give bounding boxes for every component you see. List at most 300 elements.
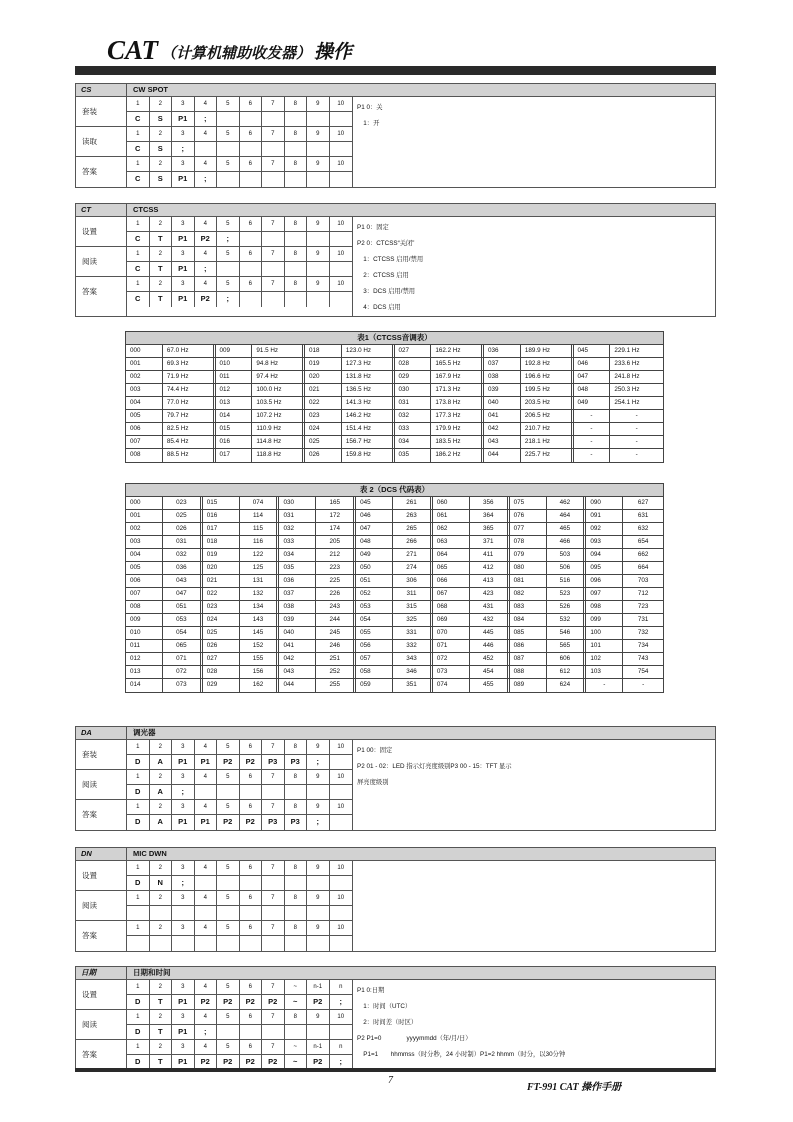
ctcss-frequency: 162.2 Hz — [431, 345, 484, 357]
index-row — [127, 891, 352, 906]
dcs-index: 101 — [586, 640, 623, 652]
ctcss-frequency: 123.0 Hz — [342, 345, 395, 357]
row-label: 套装 — [76, 740, 126, 770]
dcs-index: 034 — [279, 549, 316, 561]
dcs-code: 053 — [163, 614, 203, 626]
ctcss-code: 038 — [484, 371, 521, 383]
ctcss-frequency: 103.5 Hz — [252, 397, 305, 409]
index-cell: 5 — [217, 770, 240, 784]
dcs-code: 311 — [393, 588, 433, 600]
index-cell: 2 — [150, 1010, 173, 1024]
index-cell: 6 — [240, 277, 263, 291]
value-cell: ; — [307, 755, 330, 769]
ctcss-frequency: 67.0 Hz — [163, 345, 216, 357]
ctcss-frequency: 146.2 Hz — [342, 410, 395, 422]
command-title: CTCSS — [133, 205, 159, 214]
dcs-code: 703 — [637, 577, 649, 584]
dcs-code: 054 — [163, 627, 203, 639]
dcs-code: 155 — [240, 653, 280, 665]
value-cell: P1 — [195, 755, 218, 769]
index-cell: 7 — [262, 770, 285, 784]
value-cell: P1 — [172, 112, 195, 126]
value-cell: P2 — [217, 1055, 240, 1070]
dcs-code: 523 — [547, 588, 587, 600]
ctcss-frequency: 199.5 Hz — [521, 384, 574, 396]
ctcss-frequency: 173.8 Hz — [431, 397, 484, 409]
value-cell — [262, 876, 285, 890]
ctcss-frequency: 192.8 Hz — [521, 358, 574, 370]
ctcss-frequency: 71.9 Hz — [163, 371, 216, 383]
dcs-row — [126, 679, 663, 692]
index-cell: 8 — [285, 157, 308, 171]
value-cell: A — [150, 785, 173, 799]
value-cell: ; — [195, 172, 218, 187]
row-label: 答案 — [82, 931, 97, 940]
dcs-index: 026 — [203, 640, 240, 652]
index-cell: 6 — [240, 770, 263, 784]
value-cell — [330, 292, 353, 307]
value-cell — [285, 876, 308, 890]
dcs-row — [126, 601, 663, 614]
dcs-row — [126, 614, 663, 627]
dcs-code: 632 — [637, 525, 649, 532]
index-cell: 6 — [240, 740, 263, 754]
command-grid — [127, 980, 353, 1070]
ctcss-code: 044 — [484, 449, 521, 462]
dcs-index: 081 — [510, 575, 547, 587]
dcs-index: 065 — [433, 562, 470, 574]
index-cell: 4 — [195, 980, 218, 994]
index-cell: 2 — [150, 921, 173, 935]
dcs-row — [126, 549, 663, 562]
dcs-code: 445 — [470, 627, 510, 639]
value-cell: P2 — [240, 755, 263, 769]
dcs-code: 734 — [637, 642, 649, 649]
index-cell: 6 — [240, 921, 263, 935]
index-cell: 9 — [307, 247, 330, 261]
dcs-index: 035 — [279, 562, 316, 574]
ctcss-code: 011 — [216, 371, 253, 383]
index-cell: 10 — [337, 251, 345, 257]
dcs-code: 452 — [470, 653, 510, 665]
dcs-index: 001 — [126, 510, 163, 522]
ctcss-code: 000 — [126, 345, 163, 357]
dcs-index: 090 — [586, 497, 623, 509]
ctcss-frequency: 250.3 Hz — [614, 386, 640, 393]
dcs-table — [125, 483, 664, 693]
dcs-code: 026 — [163, 523, 203, 535]
row-label: 阅读 — [76, 247, 126, 277]
dcs-code: 431 — [470, 601, 510, 613]
dcs-index: 016 — [203, 510, 240, 522]
index-row — [127, 97, 352, 112]
dcs-code: 156 — [240, 666, 280, 678]
value-cell: ; — [195, 262, 218, 276]
ctcss-code: 003 — [126, 384, 163, 396]
ctcss-code: 019 — [305, 358, 342, 370]
index-cell: 9 — [307, 861, 330, 875]
value-cell — [217, 262, 240, 276]
dcs-index: 098 — [586, 601, 623, 613]
dcs-code: 343 — [393, 653, 433, 665]
dcs-index: 000 — [126, 497, 163, 509]
index-cell: 1 — [127, 980, 150, 994]
index-cell: 7 — [262, 157, 285, 171]
dcs-code: 261 — [393, 497, 433, 509]
index-cell: 3 — [172, 740, 195, 754]
dcs-code: 036 — [163, 562, 203, 574]
note-line: P1 00：固定 — [357, 747, 393, 754]
index-cell: 4 — [195, 800, 218, 814]
ctcss-frequency: 77.0 Hz — [163, 397, 216, 409]
dcs-index: 076 — [510, 510, 547, 522]
value-cell: P1 — [172, 172, 195, 187]
dcs-code: 031 — [163, 536, 203, 548]
value-cell — [307, 936, 330, 951]
ctcss-code: 010 — [216, 358, 253, 370]
ctcss-row — [126, 397, 663, 410]
ctcss-frequency: 85.4 Hz — [163, 436, 216, 448]
index-cell: 2 — [150, 740, 173, 754]
dcs-index: 048 — [356, 536, 393, 548]
command-ct — [75, 203, 716, 317]
command-title: 调光器 — [133, 728, 156, 737]
ctcss-code: 021 — [305, 384, 342, 396]
note-line: 3：DCS 启用/禁用 — [357, 288, 416, 295]
ctcss-frequency: 225.7 Hz — [521, 449, 574, 462]
command-notes — [353, 861, 715, 951]
value-cell — [330, 815, 353, 830]
ctcss-code: 037 — [484, 358, 521, 370]
ctcss-code: 032 — [395, 410, 432, 422]
index-row — [127, 980, 352, 995]
ctcss-frequency: 186.2 Hz — [431, 449, 484, 462]
index-cell: 7 — [262, 740, 285, 754]
ctcss-code: 023 — [305, 410, 342, 422]
value-cell — [285, 936, 308, 951]
ctcss-table-title: 表1（CTCSS音调表） — [126, 332, 663, 345]
ctcss-frequency: - — [635, 412, 638, 419]
index-cell: 3 — [172, 157, 195, 171]
dcs-index: 061 — [433, 510, 470, 522]
row-label: 答案 — [82, 167, 97, 176]
ctcss-code: 029 — [395, 371, 432, 383]
index-cell: 8 — [285, 217, 308, 231]
ctcss-frequency: 141.3 Hz — [342, 397, 395, 409]
ctcss-code: 008 — [126, 449, 163, 462]
value-cell: ; — [172, 876, 195, 890]
index-cell: 4 — [195, 891, 218, 905]
command-cs — [75, 83, 716, 188]
dcs-code: 346 — [393, 666, 433, 678]
dcs-index: 025 — [203, 627, 240, 639]
value-cell: P1 — [172, 995, 195, 1009]
dcs-code: - — [642, 681, 645, 688]
index-cell: 8 — [285, 891, 308, 905]
ctcss-frequency: 136.5 Hz — [342, 384, 395, 396]
dcs-index: 005 — [126, 562, 163, 574]
ctcss-frequency: 79.7 Hz — [163, 410, 216, 422]
dcs-index: 069 — [433, 614, 470, 626]
index-cell: 2 — [150, 891, 173, 905]
dcs-code: 654 — [637, 538, 649, 545]
value-cell: ; — [195, 112, 218, 126]
value-cell — [330, 906, 353, 920]
command-grid — [127, 740, 353, 830]
ctcss-table — [125, 331, 664, 463]
dcs-code: 446 — [470, 640, 510, 652]
ctcss-frequency: 131.8 Hz — [342, 371, 395, 383]
index-cell: 5 — [217, 861, 240, 875]
command-date — [75, 966, 716, 1071]
ctcss-code: 013 — [216, 397, 253, 409]
dcs-index: 013 — [126, 666, 163, 678]
dcs-code: 412 — [470, 562, 510, 574]
index-cell: 1 — [127, 1040, 150, 1054]
command-grid — [127, 861, 353, 951]
index-cell: 9 — [307, 891, 330, 905]
index-cell: 5 — [217, 97, 240, 111]
ctcss-code: 028 — [395, 358, 432, 370]
index-cell: 3 — [172, 980, 195, 994]
ctcss-frequency: 110.9 Hz — [252, 423, 305, 435]
ctcss-frequency: 229.1 Hz — [614, 347, 640, 354]
dcs-index: 019 — [203, 549, 240, 561]
index-cell: 10 — [337, 744, 345, 750]
dcs-code: 115 — [240, 523, 280, 535]
index-cell: 6 — [240, 891, 263, 905]
index-cell: 4 — [195, 770, 218, 784]
value-cell — [330, 232, 353, 246]
value-cell: P2 — [195, 1055, 218, 1070]
ctcss-row — [126, 384, 663, 397]
dcs-index: 041 — [279, 640, 316, 652]
note-line: P1 0:日期 — [357, 987, 385, 994]
value-cell — [262, 785, 285, 799]
dcs-index: 033 — [279, 536, 316, 548]
dcs-row — [126, 536, 663, 549]
note-line: P1 0：固定 — [357, 224, 389, 231]
index-cell: 10 — [337, 925, 345, 931]
dcs-code: 205 — [316, 536, 356, 548]
command-header-bar — [76, 727, 715, 740]
index-cell: 9 — [307, 127, 330, 141]
value-row — [127, 876, 352, 891]
dcs-code: 047 — [163, 588, 203, 600]
index-cell: 2 — [150, 157, 173, 171]
dcs-index: 011 — [126, 640, 163, 652]
value-cell: D — [127, 815, 150, 830]
index-cell: 1 — [127, 127, 150, 141]
value-cell — [307, 1025, 330, 1039]
index-row — [127, 277, 352, 292]
ctcss-code: 009 — [216, 345, 253, 357]
value-row — [127, 906, 352, 921]
value-cell — [262, 172, 285, 187]
ctcss-frequency: 196.6 Hz — [521, 371, 574, 383]
dcs-index: 039 — [279, 614, 316, 626]
index-cell: 10 — [337, 1014, 345, 1020]
index-row — [127, 127, 352, 142]
ctcss-code: - — [574, 449, 611, 462]
command-title: CW SPOT — [133, 85, 168, 94]
index-cell: 5 — [217, 740, 240, 754]
value-cell: T — [150, 1025, 173, 1039]
index-cell: 3 — [172, 861, 195, 875]
value-cell — [217, 785, 240, 799]
dcs-code: 251 — [316, 653, 356, 665]
dcs-index: 055 — [356, 627, 393, 639]
ctcss-frequency: 114.8 Hz — [252, 436, 305, 448]
header-cat: CAT — [107, 35, 159, 65]
value-cell — [330, 262, 353, 276]
command-labels — [76, 97, 127, 187]
ctcss-frequency: 254.1 Hz — [614, 399, 640, 406]
value-cell — [285, 142, 308, 156]
value-row — [127, 112, 352, 127]
command-body — [76, 217, 715, 316]
row-label: 设置 — [76, 217, 126, 247]
dcs-index: 003 — [126, 536, 163, 548]
command-labels — [76, 861, 127, 951]
dcs-index: 009 — [126, 614, 163, 626]
ctcss-frequency: 69.3 Hz — [163, 358, 216, 370]
dcs-code: 516 — [547, 575, 587, 587]
dcs-code: 315 — [393, 601, 433, 613]
command-key: CT — [76, 204, 127, 216]
index-cell: 7 — [262, 891, 285, 905]
dcs-index: 077 — [510, 523, 547, 535]
value-cell: P1 — [195, 815, 218, 830]
value-cell — [307, 876, 330, 890]
command-body — [76, 980, 715, 1070]
dcs-code: 364 — [470, 510, 510, 522]
index-cell: 3 — [172, 247, 195, 261]
value-cell: P1 — [172, 1055, 195, 1070]
dcs-code: 246 — [316, 640, 356, 652]
row-label: 答案 — [82, 287, 97, 296]
dcs-code: 073 — [163, 679, 203, 692]
dcs-index: 004 — [126, 549, 163, 561]
index-cell: 2 — [150, 97, 173, 111]
dcs-index: 023 — [203, 601, 240, 613]
value-cell: P3 — [285, 755, 308, 769]
index-cell: 7 — [262, 217, 285, 231]
command-header-bar — [76, 848, 715, 861]
dcs-index: 097 — [586, 588, 623, 600]
index-cell: 2 — [150, 217, 173, 231]
value-cell: ; — [217, 232, 240, 246]
dcs-code: 132 — [240, 588, 280, 600]
ctcss-code: - — [574, 423, 611, 435]
value-cell: T — [150, 292, 173, 307]
index-cell: 7 — [262, 247, 285, 261]
value-cell: P2 — [262, 995, 285, 1009]
value-cell: T — [150, 995, 173, 1009]
ctcss-code: 034 — [395, 436, 432, 448]
dcs-code: 114 — [240, 510, 280, 522]
index-cell: 9 — [307, 97, 330, 111]
dcs-index: 083 — [510, 601, 547, 613]
dcs-code: 732 — [637, 629, 649, 636]
index-cell: n-1 — [307, 1040, 330, 1054]
dcs-row — [126, 575, 663, 588]
ctcss-frequency: 156.7 Hz — [342, 436, 395, 448]
dcs-index: 020 — [203, 562, 240, 574]
ctcss-frequency: 159.8 Hz — [342, 449, 395, 462]
dcs-row — [126, 640, 663, 653]
index-cell: 2 — [150, 800, 173, 814]
dcs-index: 052 — [356, 588, 393, 600]
index-cell: 5 — [217, 921, 240, 935]
dcs-code: 731 — [637, 616, 649, 623]
dcs-code: 532 — [547, 614, 587, 626]
index-cell: 9 — [307, 1010, 330, 1024]
value-cell — [217, 936, 240, 951]
index-cell: 1 — [127, 921, 150, 935]
dcs-index: 012 — [126, 653, 163, 665]
dcs-code: 306 — [393, 575, 433, 587]
value-cell: P2 — [307, 1055, 330, 1070]
index-cell: 2 — [150, 770, 173, 784]
ctcss-code: 017 — [216, 449, 253, 462]
index-cell: 1 — [127, 891, 150, 905]
index-cell: 5 — [217, 157, 240, 171]
dcs-index: 082 — [510, 588, 547, 600]
dcs-index: 060 — [433, 497, 470, 509]
index-cell: 8 — [285, 921, 308, 935]
index-cell: 8 — [285, 861, 308, 875]
value-cell — [217, 876, 240, 890]
dcs-index: 066 — [433, 575, 470, 587]
ctcss-frequency: 74.4 Hz — [163, 384, 216, 396]
header-subtitle: （计算机辅助收发器） — [161, 44, 312, 62]
value-cell: S — [150, 172, 173, 187]
dcs-code: 226 — [316, 588, 356, 600]
ctcss-code: 004 — [126, 397, 163, 409]
ctcss-code: 031 — [395, 397, 432, 409]
dcs-index: 079 — [510, 549, 547, 561]
value-cell — [240, 292, 263, 307]
dcs-code: 245 — [316, 627, 356, 639]
dcs-index: 043 — [279, 666, 316, 678]
ctcss-frequency: - — [635, 438, 638, 445]
value-cell: P1 — [172, 815, 195, 830]
dcs-index: 032 — [279, 523, 316, 535]
index-cell: 4 — [195, 97, 218, 111]
ctcss-code: 040 — [484, 397, 521, 409]
dcs-index: 028 — [203, 666, 240, 678]
index-cell: 3 — [172, 921, 195, 935]
value-cell: C — [127, 172, 150, 187]
value-cell — [195, 142, 218, 156]
index-cell: 4 — [195, 740, 218, 754]
command-grid — [127, 217, 353, 316]
index-cell: 7 — [262, 861, 285, 875]
index-cell: 7 — [262, 127, 285, 141]
command-labels — [76, 740, 127, 830]
note-line: 2：CTCSS 启用 — [357, 272, 409, 279]
dcs-index: 074 — [433, 679, 470, 692]
value-row — [127, 815, 352, 830]
value-cell — [307, 232, 330, 246]
dcs-index: 022 — [203, 588, 240, 600]
value-cell — [330, 172, 353, 187]
ctcss-code: 025 — [305, 436, 342, 448]
index-cell: 7 — [262, 277, 285, 291]
index-row — [127, 157, 352, 172]
index-cell: 2 — [150, 277, 173, 291]
